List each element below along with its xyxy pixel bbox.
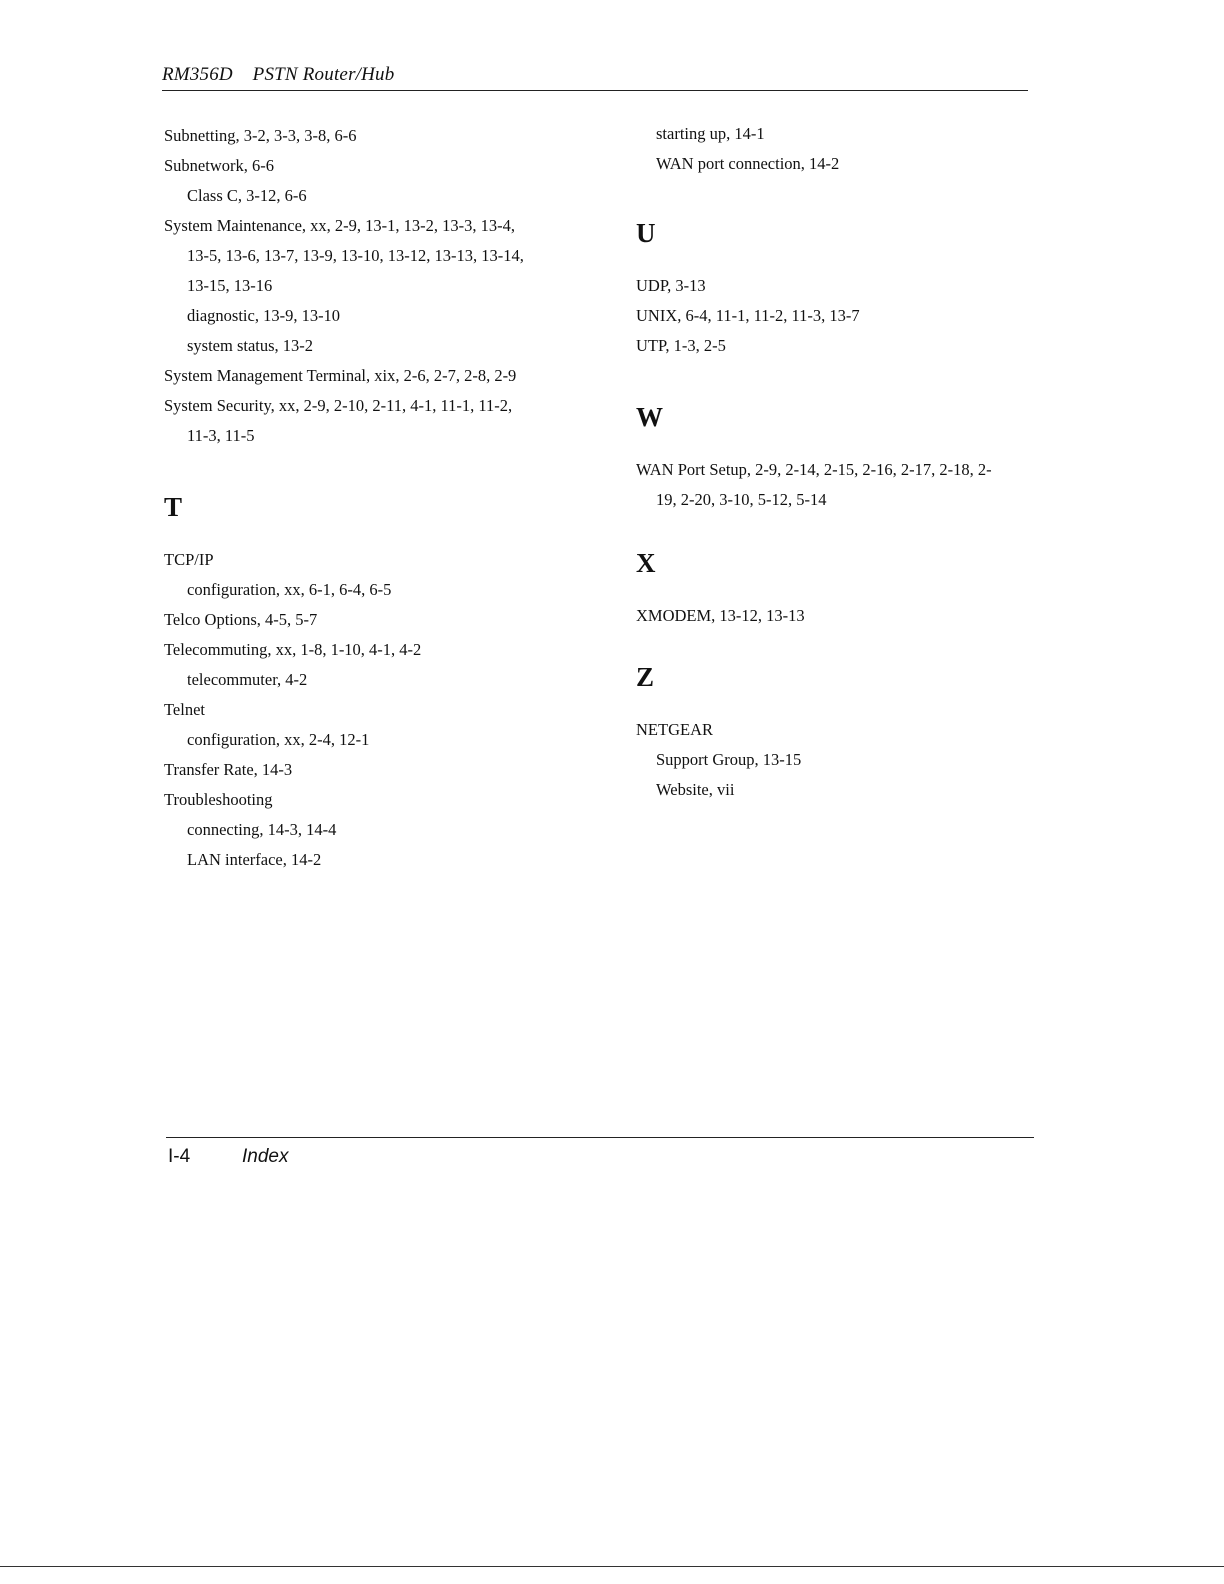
- index-subentry: telecommuter, 4-2: [187, 670, 308, 689]
- index-column-left: [164, 121, 604, 875]
- index-subentry: system status, 13-2: [187, 336, 314, 355]
- page-footer: [166, 1137, 1034, 1172]
- index-entry: Telco Options, 4-5, 5-7: [164, 610, 318, 629]
- index-continuation: 13-15, 13-16: [187, 276, 273, 295]
- index-continuation: 11-3, 11-5: [187, 426, 255, 445]
- index-subentry: configuration, xx, 2-4, 12-1: [187, 730, 370, 749]
- section-letter-w: W: [636, 402, 663, 432]
- index-entry: System Security, xx, 2-9, 2-10, 2-11, 4-1, 11-1, 11-2,: [164, 396, 513, 415]
- footer-section-title: Index: [242, 1146, 289, 1167]
- index-entry: Subnetwork, 6-6: [164, 156, 274, 175]
- index-entry: WAN Port Setup, 2-9, 2-14, 2-15, 2-16, 2-17, 2-18, 2-: [636, 460, 992, 479]
- index-subentry: Website, vii: [656, 780, 735, 799]
- index-subentry: LAN interface, 14-2: [187, 850, 322, 869]
- index-block-x: [636, 601, 1036, 631]
- index-column-right: [636, 119, 1036, 805]
- index-entry: System Maintenance, xx, 2-9, 13-1, 13-2, 13-3, 13-4,: [164, 216, 516, 235]
- index-block-s: [164, 121, 604, 451]
- index-subentry: Class C, 3-12, 6-6: [187, 186, 307, 205]
- section-letter-u: U: [636, 218, 656, 248]
- index-entry: XMODEM, 13-12, 13-13: [636, 606, 805, 625]
- page-header: [162, 64, 1028, 91]
- index-block-z: [636, 715, 1036, 805]
- index-block-t-continued: [636, 119, 1036, 179]
- index-entry: Transfer Rate, 14-3: [164, 760, 293, 779]
- header-title: RM356D PSTN Router/Hub: [162, 64, 395, 85]
- index-entry: UDP, 3-13: [636, 276, 706, 295]
- index-entry: Subnetting, 3-2, 3-3, 3-8, 6-6: [164, 126, 357, 145]
- index-block-t: [164, 545, 604, 875]
- index-subentry: diagnostic, 13-9, 13-10: [187, 306, 341, 325]
- index-entry: Telnet: [164, 700, 205, 719]
- index-entry: NETGEAR: [636, 720, 713, 739]
- index-subentry: configuration, xx, 6-1, 6-4, 6-5: [187, 580, 392, 599]
- bottom-scan-edge: [0, 1566, 1224, 1567]
- index-entry: Telecommuting, xx, 1-8, 1-10, 4-1, 4-2: [164, 640, 422, 659]
- section-letter-t: T: [164, 492, 183, 522]
- index-entry: UTP, 1-3, 2-5: [636, 336, 726, 355]
- index-subentry: connecting, 14-3, 14-4: [187, 820, 337, 839]
- index-continuation: 19, 2-20, 3-10, 5-12, 5-14: [656, 490, 827, 509]
- index-block-w: [636, 455, 1036, 515]
- footer-page-number: I-4: [168, 1146, 191, 1167]
- index-subentry: starting up, 14-1: [656, 124, 765, 143]
- index-continuation: 13-5, 13-6, 13-7, 13-9, 13-10, 13-12, 13-13, 13-14,: [187, 246, 524, 265]
- index-block-u: [636, 271, 1036, 361]
- index-subentry: Support Group, 13-15: [656, 750, 802, 769]
- section-letter-x: X: [636, 548, 656, 578]
- index-entry: System Management Terminal, xix, 2-6, 2-7, 2-8, 2-9: [164, 366, 517, 385]
- index-entry: Troubleshooting: [164, 790, 273, 809]
- section-letter-z: Z: [636, 662, 655, 692]
- index-entry: TCP/IP: [164, 550, 214, 569]
- index-entry: UNIX, 6-4, 11-1, 11-2, 11-3, 13-7: [636, 306, 860, 325]
- index-subentry: WAN port connection, 14-2: [656, 154, 840, 173]
